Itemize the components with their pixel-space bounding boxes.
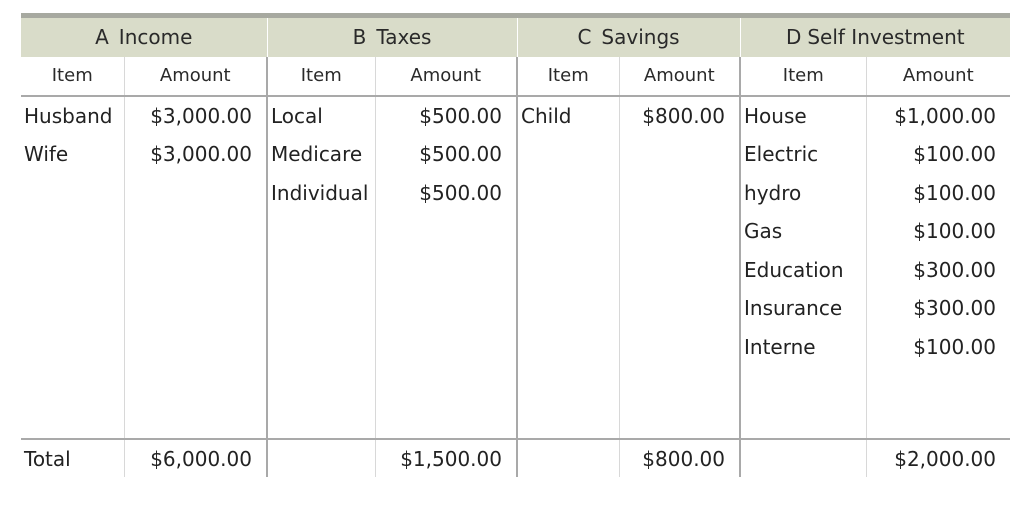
savings-amount-cell[interactable] — [619, 212, 740, 251]
budget-sheet — [21, 13, 1010, 531]
investment-amount-cell[interactable]: $100.00 — [913, 142, 997, 167]
investment-amount-cell[interactable]: $100.00 — [913, 180, 997, 205]
empty-cell[interactable] — [267, 439, 375, 477]
income-amount-cell[interactable] — [124, 289, 267, 328]
income-item-cell[interactable]: Husband — [21, 96, 124, 136]
budget-table — [21, 13, 1010, 477]
group-name: Self Investment — [807, 25, 965, 50]
taxes-item-cell[interactable]: Individual — [267, 174, 375, 213]
table-row — [21, 251, 1010, 290]
taxes-item-cell[interactable]: Medicare — [267, 135, 375, 174]
taxes-amount-cell[interactable] — [375, 289, 517, 328]
table-row — [21, 174, 1010, 213]
investment-item-cell[interactable]: hydro — [740, 174, 866, 213]
taxes-amount-cell[interactable] — [375, 251, 517, 290]
total-label[interactable]: Total — [21, 439, 124, 477]
savings-item-cell[interactable]: Child — [517, 96, 619, 136]
group-header-taxes[interactable] — [267, 16, 517, 57]
empty-cell[interactable] — [21, 366, 124, 439]
group-header-income[interactable] — [21, 16, 267, 57]
empty-cell[interactable] — [740, 439, 866, 477]
taxes-item-cell[interactable] — [267, 289, 375, 328]
income-amount-cell[interactable]: $3,000.00 — [124, 135, 267, 174]
taxes-item-cell[interactable] — [267, 328, 375, 367]
savings-total[interactable]: $800.00 — [619, 439, 740, 477]
group-name: Income — [118, 25, 193, 50]
savings-item-cell[interactable] — [517, 135, 619, 174]
savings-amount-cell[interactable] — [619, 289, 740, 328]
savings-amount-cell[interactable] — [619, 135, 740, 174]
group-header-self-investment[interactable] — [740, 16, 1010, 57]
taxes-item-cell[interactable] — [267, 212, 375, 251]
column-header-amount[interactable]: Amount — [124, 57, 267, 96]
investment-amount-cell[interactable]: $100.00 — [913, 334, 997, 359]
investment-amount-cell[interactable]: $1,000.00 — [894, 103, 997, 128]
group-header-row — [21, 16, 1010, 57]
taxes-amount-cell[interactable]: $500.00 — [375, 135, 517, 174]
taxes-amount-cell[interactable]: $500.00 — [375, 96, 517, 136]
income-amount-cell[interactable] — [124, 328, 267, 367]
table-row — [21, 135, 1010, 174]
taxes-item-cell[interactable] — [267, 251, 375, 290]
investment-item-cell[interactable]: Electric — [740, 135, 866, 174]
totals-row — [21, 439, 1010, 477]
empty-cell[interactable] — [517, 366, 619, 439]
investment-item-cell[interactable]: House — [740, 96, 866, 136]
empty-row — [21, 366, 1010, 439]
savings-item-cell[interactable] — [517, 174, 619, 213]
taxes-amount-cell[interactable] — [375, 328, 517, 367]
savings-item-cell[interactable] — [517, 289, 619, 328]
investment-item-cell[interactable]: Interne — [740, 328, 866, 367]
table-row — [21, 212, 1010, 251]
taxes-item-cell[interactable]: Local — [267, 96, 375, 136]
column-header-row — [21, 57, 1010, 96]
column-header-amount[interactable]: Amount — [619, 57, 740, 96]
investment-amount-cell[interactable]: $300.00 — [913, 296, 997, 321]
savings-amount-cell[interactable] — [619, 174, 740, 213]
income-total[interactable]: $6,000.00 — [124, 439, 267, 477]
income-item-cell[interactable] — [21, 212, 124, 251]
investment-amount-cell[interactable]: $300.00 — [913, 257, 997, 282]
column-header-item[interactable]: Item — [267, 57, 375, 96]
savings-amount-cell[interactable]: $800.00 — [619, 96, 740, 136]
column-header-item[interactable]: Item — [517, 57, 619, 96]
income-item-cell[interactable] — [21, 251, 124, 290]
table-row — [21, 289, 1010, 328]
investment-item-cell[interactable]: Insurance — [740, 289, 866, 328]
savings-item-cell[interactable] — [517, 328, 619, 367]
group-letter: C — [577, 25, 592, 50]
empty-cell[interactable] — [740, 366, 866, 439]
column-header-amount[interactable]: Amount — [866, 57, 1010, 96]
empty-cell[interactable] — [124, 366, 267, 439]
column-header-amount[interactable]: Amount — [375, 57, 517, 96]
group-letter: D — [785, 25, 802, 50]
column-header-item[interactable]: Item — [740, 57, 866, 96]
empty-cell[interactable] — [267, 366, 375, 439]
income-item-cell[interactable] — [21, 174, 124, 213]
investment-amount-cell[interactable]: $100.00 — [913, 219, 997, 244]
table-row — [21, 328, 1010, 367]
investment-item-cell[interactable]: Education — [740, 251, 866, 290]
taxes-total[interactable]: $1,500.00 — [375, 439, 517, 477]
table-row — [21, 96, 1010, 136]
empty-cell[interactable] — [866, 366, 1010, 439]
empty-cell[interactable] — [375, 366, 517, 439]
group-header-savings[interactable] — [517, 16, 740, 57]
group-letter: A — [95, 25, 109, 50]
column-header-item[interactable]: Item — [21, 57, 124, 96]
income-item-cell[interactable] — [21, 289, 124, 328]
taxes-amount-cell[interactable] — [375, 212, 517, 251]
investment-total[interactable]: $2,000.00 — [866, 439, 1010, 477]
income-amount-cell[interactable] — [124, 212, 267, 251]
savings-item-cell[interactable] — [517, 251, 619, 290]
income-item-cell[interactable]: Wife — [21, 135, 124, 174]
income-item-cell[interactable] — [21, 328, 124, 367]
income-amount-cell[interactable] — [124, 251, 267, 290]
savings-amount-cell[interactable] — [619, 251, 740, 290]
income-amount-cell[interactable] — [124, 174, 267, 213]
group-name: Taxes — [376, 25, 432, 50]
investment-item-cell[interactable]: Gas — [740, 212, 866, 251]
empty-cell[interactable] — [517, 439, 619, 477]
savings-amount-cell[interactable] — [619, 328, 740, 367]
taxes-amount-cell[interactable]: $500.00 — [375, 174, 517, 213]
savings-item-cell[interactable] — [517, 212, 619, 251]
income-amount-cell[interactable]: $3,000.00 — [124, 96, 267, 136]
empty-cell[interactable] — [619, 366, 740, 439]
group-letter: B — [352, 25, 367, 50]
group-name: Savings — [601, 25, 680, 50]
